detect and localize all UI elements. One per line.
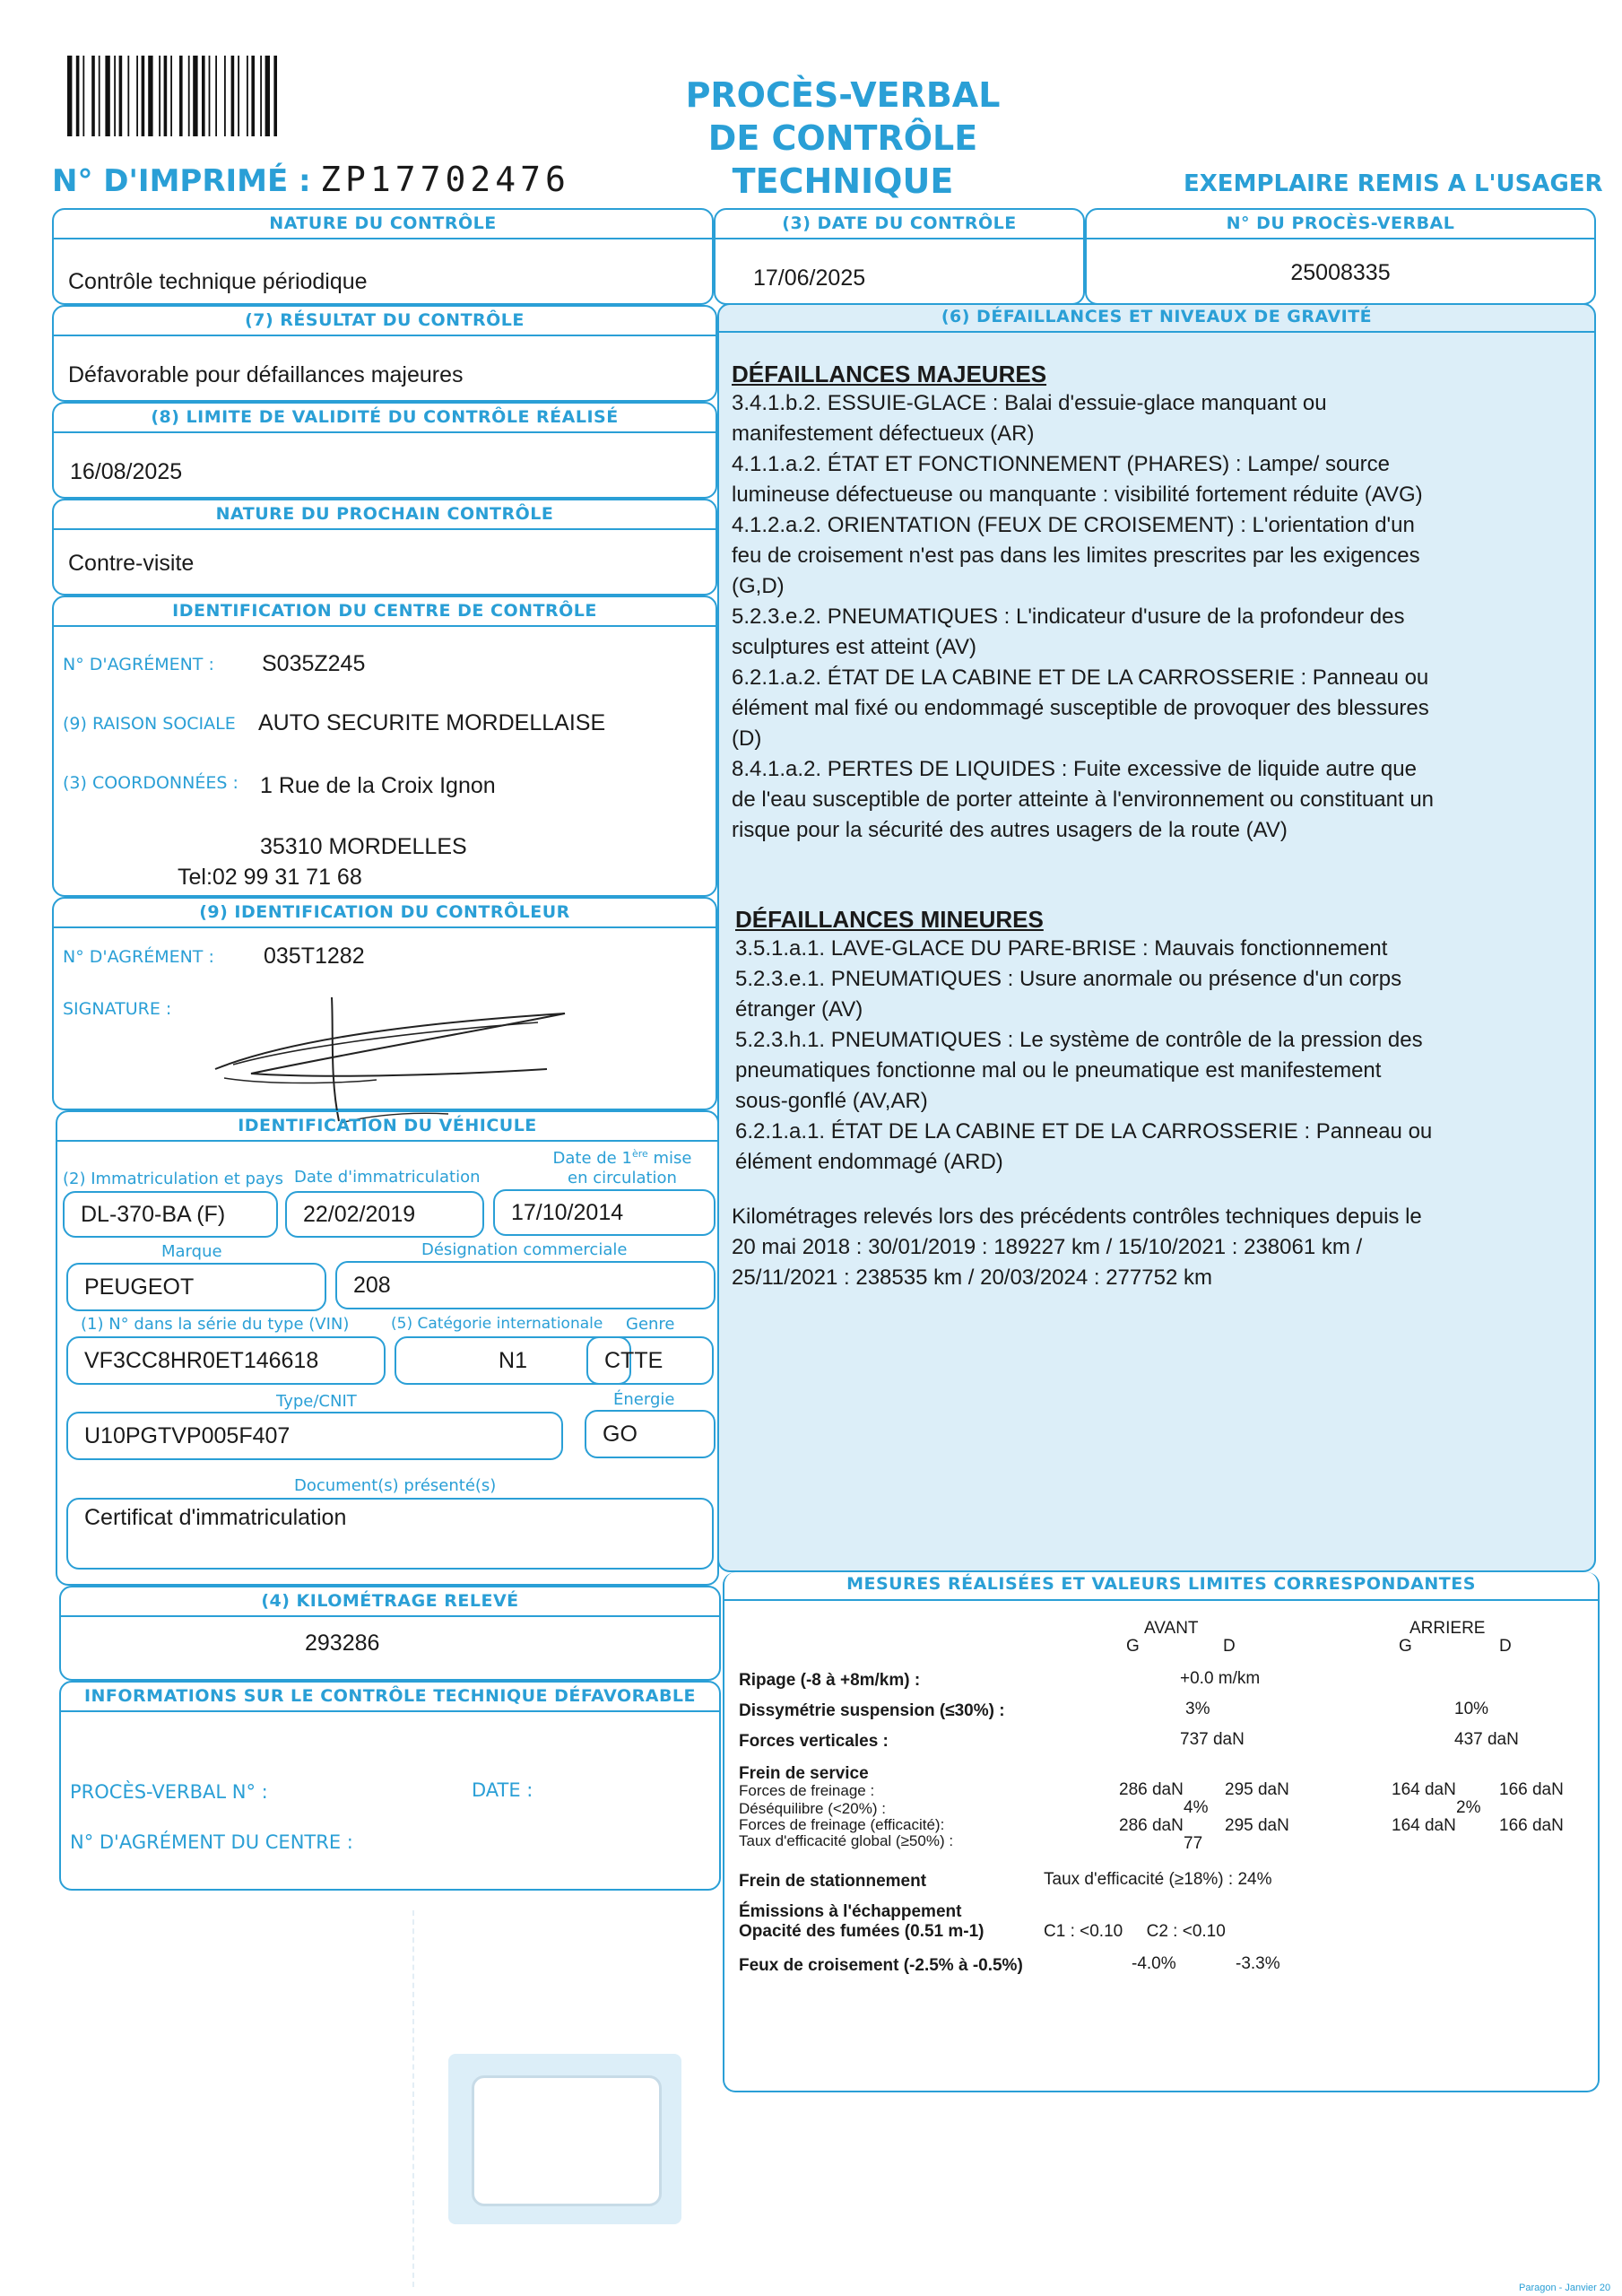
genre-field: CTTE [586,1336,714,1385]
majeure-line: sculptures est atteint (AV) [732,635,976,659]
majeure-line: 5.2.3.e.2. PNEUMATIQUES : L'indicateur d'usure de la profondeur des [732,604,1405,629]
stationnement-label: Frein de stationnement [739,1872,927,1891]
mesures-box [723,1572,1600,2092]
kilometrage-header: (4) KILOMÉTRAGE RELEVÉ [261,1591,519,1611]
arriere-g: G [1399,1637,1412,1656]
prochain-header: NATURE DU PROCHAIN CONTRÔLE [215,504,554,524]
defaillances-panel [717,303,1596,1572]
ffe-ard: 166 daN [1499,1816,1564,1835]
prochain-box [52,499,717,596]
kilometrage-history-line: 25/11/2021 : 238535 km / 20/03/2024 : 277752 km [732,1265,1212,1290]
majeure-line: 8.4.1.a.2. PERTES DE LIQUIDES : Fuite excessive de liquide autre que [732,757,1417,781]
infos-pv-label: PROCÈS-VERBAL N° : [70,1781,268,1803]
controleur-signature-label: SIGNATURE : [63,999,172,1019]
centre-address-1: 1 Rue de la Croix Ignon [260,773,496,798]
infos-date-label: DATE : [472,1779,533,1801]
majeures-list [732,388,1583,846]
mineure-line: élément endommagé (ARD) [735,1150,1003,1174]
num-pv-box [1085,208,1596,305]
documents-value: Certificat d'immatriculation [84,1505,347,1530]
taux-label: Taux d'efficacité global (≥50%) : [739,1832,954,1849]
opacite-value: C1 : <0.10 C2 : <0.10 [1044,1922,1226,1941]
imprime-value: ZP17702476 [320,160,570,199]
mineure-line: sous-gonflé (AV,AR) [735,1089,928,1113]
dissymetrie-label: Dissymétrie suspension (≤30%) : [739,1701,1005,1720]
signature [197,979,628,1132]
ripage-label: Ripage (-8 à +8m/km) : [739,1671,921,1690]
centre-raison-value: AUTO SECURITE MORDELLAISE [258,710,606,735]
ripage-value: +0.0 m/km [1180,1669,1261,1688]
documents-label: Document(s) présenté(s) [294,1476,497,1495]
stationnement-value: Taux d'efficacité (≥18%) : 24% [1044,1870,1272,1889]
dissymetrie-ar: 10% [1454,1700,1489,1718]
sticker-window [448,2054,681,2224]
emissions-label: Émissions à l'échappement [739,1902,962,1921]
majeure-line: 6.2.1.a.2. ÉTAT DE LA CABINE ET DE LA CARROSSERIE : Panneau ou [732,665,1429,690]
prochain-value: Contre-visite [68,551,195,576]
frein-service-label: Frein de service [739,1764,869,1783]
controleur-box [52,897,717,1110]
energie-field: GO [585,1410,716,1458]
ff-avg: 286 daN [1119,1780,1184,1799]
forces-vert-av: 737 daN [1180,1730,1245,1749]
majeure-line: de l'eau susceptible de porter atteinte à l'environnement ou constituant un [732,787,1435,812]
avant-label: AVANT [1144,1619,1199,1638]
majeure-line: 4.1.2.a.2. ORIENTATION (FEUX DE CROISEMENT) : L'orientation d'un [732,513,1415,537]
mineure-line: étranger (AV) [735,997,863,1022]
opacite-label: Opacité des fumées (0.51 m-1) [739,1922,984,1941]
ff-eff-label: Forces de freinage (efficacité): [739,1816,945,1833]
dissymetrie-av: 3% [1185,1700,1210,1718]
vehicule-header: IDENTIFICATION DU VÉHICULE [238,1116,537,1135]
mineure-line: 5.2.3.e.1. PNEUMATIQUES : Usure anormale ou présence d'un corps [735,967,1402,991]
mineure-line: 6.2.1.a.1. ÉTAT DE LA CABINE ET DE LA CARROSSERIE : Panneau ou [735,1119,1433,1144]
categorie-field: N1 [395,1336,631,1385]
majeure-line: lumineuse défectueuse ou manquante : visibilité fortement réduite (AVG) [732,483,1423,507]
centre-tel: Tel:02 99 31 71 68 [178,865,362,890]
controleur-header: (9) IDENTIFICATION DU CONTRÔLEUR [199,902,570,922]
defaillances-header: (6) DÉFAILLANCES ET NIVEAUX DE GRAVITÉ [941,307,1373,326]
arriere-d: D [1499,1637,1512,1656]
centre-header: IDENTIFICATION DU CENTRE DE CONTRÔLE [172,601,597,621]
imprime-label: N° D'IMPRIMÉ : [52,163,311,199]
infos-defav-box [59,1681,721,1891]
footer-note: Paragon - Janvier 20 [1519,2283,1611,2293]
vin-label: (1) N° dans la série du type (VIN) [81,1315,350,1334]
vin-field: VF3CC8HR0ET146618 [66,1336,386,1385]
avant-d: D [1223,1637,1236,1656]
infos-defav-header: INFORMATIONS SUR LE CONTRÔLE TECHNIQUE DÉFAVORABLE [83,1686,697,1706]
type-label: Type/CNIT [276,1392,357,1411]
resultat-value: Défavorable pour défaillances majeures [68,362,464,387]
marque-label: Marque [161,1242,222,1261]
mesures-header: MESURES RÉALISÉES ET VALEURS LIMITES CORRESPONDANTES [846,1574,1476,1594]
feux-2: -3.3% [1236,1954,1280,1973]
type-field: U10PGTVP005F407 [66,1412,563,1460]
majeure-line: risque pour la sécurité des autres usagers de la route (AV) [732,818,1288,842]
centre-coord-label: (3) COORDONNÉES : [63,773,239,793]
forces-vert-label: Forces verticales : [739,1732,889,1751]
mineure-line: pneumatiques fonctionne mal ou le pneumatique est manifestement [735,1058,1382,1083]
forces-vert-ar: 437 daN [1454,1730,1519,1749]
deseq-av: 4% [1184,1798,1209,1817]
marque-field: PEUGEOT [66,1263,326,1311]
documents-field [66,1498,714,1570]
limite-value: 16/08/2025 [70,459,183,484]
date-immat-field: 22/02/2019 [285,1191,484,1238]
ff-arg: 164 daN [1392,1780,1456,1799]
document-title [628,74,1058,203]
mineure-line: 5.2.3.h.1. PNEUMATIQUES : Le système de contrôle de la pression des [735,1028,1423,1052]
resultat-box [52,305,717,402]
centre-raison-label: (9) RAISON SOCIALE [63,714,236,734]
centre-agrement-label: N° D'AGRÉMENT : [63,655,214,674]
forces-freinage-label: Forces de freinage : [739,1782,875,1799]
ffe-avd: 295 daN [1225,1816,1289,1835]
desequilibre-label: Déséquilibre (<20%) : [739,1800,886,1817]
majeure-line: 3.4.1.b.2. ESSUIE-GLACE : Balai d'essuie-glace manquant ou [732,391,1327,415]
ff-ard: 166 daN [1499,1780,1564,1799]
feux-1: -4.0% [1132,1954,1176,1973]
limite-header: (8) LIMITE DE VALIDITÉ DU CONTRÔLE RÉALISÉ [151,407,619,427]
date-controle-box [714,208,1085,305]
kilometrage-history-line: 20 mai 2018 : 30/01/2019 : 189227 km / 15/10/2021 : 238061 km / [732,1235,1363,1259]
imprime-number [52,160,570,199]
ffe-arg: 164 daN [1392,1816,1456,1835]
centre-agrement-value: S035Z245 [262,651,366,676]
title-line-2: DE CONTRÔLE TECHNIQUE [707,118,978,201]
num-pv-value: 25008335 [1290,260,1391,285]
controleur-agrement-label: N° D'AGRÉMENT : [63,947,214,967]
infos-agrement-label: N° D'AGRÉMENT DU CENTRE : [70,1831,353,1853]
centre-box [52,596,717,897]
genre-label: Genre [626,1315,675,1334]
majeure-line: (G,D) [732,574,785,598]
majeure-line: (D) [732,726,762,751]
taux-value: 77 [1184,1834,1203,1853]
date-mise-field: 17/10/2014 [493,1189,716,1236]
controleur-agrement-value: 035T1282 [264,944,365,969]
majeure-line: élément mal fixé ou endommagé susceptible de provoquer des blessures [732,696,1429,720]
majeures-title: DÉFAILLANCES MAJEURES [732,361,1047,387]
majeure-line: feu de croisement n'est pas dans les limites prescrites par les exigences [732,544,1420,568]
designation-field: 208 [335,1261,716,1309]
majeure-line: manifestement défectueux (AR) [732,422,1035,446]
arriere-label: ARRIERE [1409,1619,1486,1638]
resultat-header: (7) RÉSULTAT DU CONTRÔLE [245,310,525,330]
designation-label: Désignation commerciale [421,1240,628,1259]
feux-label: Feux de croisement (-2.5% à -0.5%) [739,1956,1023,1975]
tear-line [412,1910,414,2287]
kilometrage-value: 293286 [305,1631,380,1656]
mineure-line: 3.5.1.a.1. LAVE-GLACE DU PARE-BRISE : Mauvais fonctionnement [735,936,1388,961]
num-pv-header: N° DU PROCÈS-VERBAL [1226,213,1455,233]
date-controle-value: 17/06/2025 [753,265,866,291]
nature-controle-box [52,208,714,305]
ff-avd: 295 daN [1225,1780,1289,1799]
kilometrage-history-line: Kilométrages relevés lors des précédents contrôles techniques depuis le [732,1205,1422,1229]
deseq-ar: 2% [1456,1798,1481,1817]
mineures-title: DÉFAILLANCES MINEURES [735,906,1044,933]
mineures-list [735,934,1587,1178]
date-mise-label: Date de 1ère mise en circulation [552,1148,692,1187]
nature-controle-header: NATURE DU CONTRÔLE [269,213,497,233]
categorie-label: (5) Catégorie internationale [391,1315,603,1333]
barcode [67,56,363,136]
limite-box [52,402,717,499]
immat-field: DL-370-BA (F) [63,1191,278,1238]
immat-label: (2) Immatriculation et pays [63,1170,283,1188]
date-controle-header: (3) DATE DU CONTRÔLE [782,213,1017,233]
centre-address-2: 35310 MORDELLES [260,834,467,859]
majeure-line: 4.1.1.a.2. ÉTAT ET FONCTIONNEMENT (PHARES) : Lampe/ source [732,452,1390,476]
date-immat-label: Date d'immatriculation [294,1168,481,1187]
exemplaire-label: EXEMPLAIRE REMIS A L'USAGER [1184,170,1603,197]
kilometrage-box [59,1586,721,1681]
ffe-avg: 286 daN [1119,1816,1184,1835]
vehicule-box [56,1110,719,1586]
nature-controle-value: Contrôle technique périodique [68,269,368,294]
avant-g: G [1126,1637,1140,1656]
kilometrages-history [732,1202,1583,1293]
energie-label: Énergie [613,1390,675,1409]
title-line-1: PROCÈS-VERBAL [685,75,1001,115]
